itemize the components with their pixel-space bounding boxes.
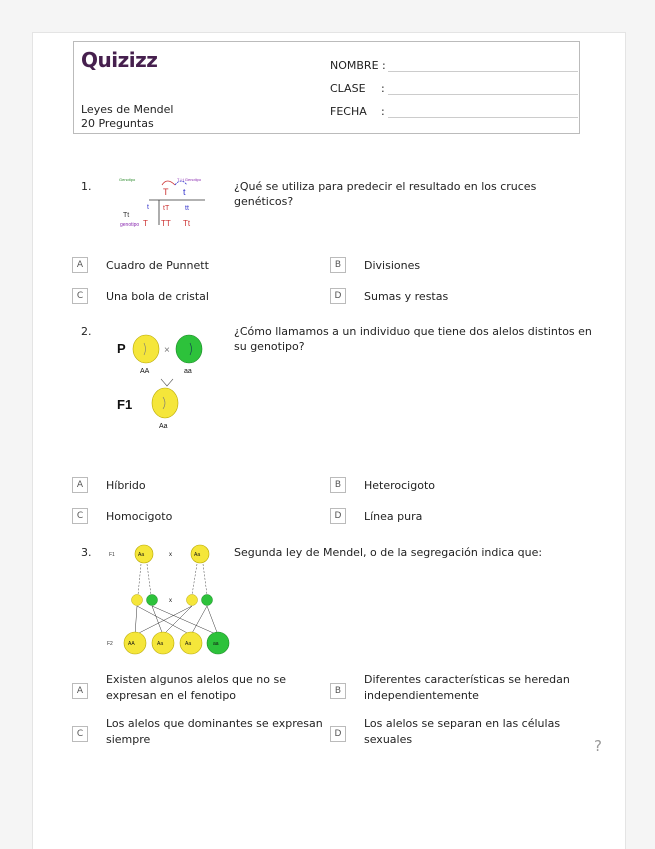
question-count: 20 Preguntas	[81, 117, 154, 130]
question-3-text: Segunda ley de Mendel, o de la segregación indica que:	[234, 546, 543, 559]
recessive-genotype-label: aa	[184, 368, 192, 375]
svg-text:tT: tT	[163, 205, 170, 212]
q2-option-c-letter[interactable]: C	[72, 508, 88, 524]
q2-option-c[interactable]: Homocigoto	[106, 510, 173, 523]
punnett-square-figure	[117, 173, 222, 233]
dominant-genotype-label: AA	[140, 368, 150, 375]
f1-left-label: Aa	[138, 552, 145, 558]
question-1-text: ¿Qué se utiliza para predecir el resultado en los cruces genéticos?	[234, 180, 537, 208]
question-3-number: 3.	[81, 546, 92, 559]
q1-option-d[interactable]: Sumas y restas	[364, 290, 449, 303]
svg-text:T: T	[163, 187, 169, 197]
q3-option-c-line1[interactable]: Los alelos que dominantes se expresan	[106, 717, 323, 730]
q3-option-a-letter[interactable]: A	[72, 683, 88, 699]
svg-text:t: t	[183, 187, 186, 197]
q1-option-a[interactable]: Cuadro de Punnett	[106, 259, 209, 272]
q1-option-a-letter[interactable]: A	[72, 257, 88, 273]
svg-text:genotipo: genotipo	[120, 222, 140, 228]
worksheet-page	[32, 32, 626, 849]
class-line[interactable]	[388, 94, 578, 95]
p-generation-label: P	[117, 341, 126, 356]
q1-option-c[interactable]: Una bola de cristal	[106, 290, 209, 303]
q2-option-d[interactable]: Línea pura	[364, 510, 423, 523]
q3-option-d-letter[interactable]: D	[330, 726, 346, 742]
q3-option-a-line2[interactable]: expresan en el fenotipo	[106, 689, 237, 702]
quizizz-logo: Quizizz	[81, 48, 158, 72]
monohybrid-cross-figure	[113, 329, 223, 437]
f2-row-label: F2	[107, 641, 113, 647]
svg-text:TT: TT	[161, 219, 171, 228]
q3-option-d-line1[interactable]: Los alelos se separan en las células	[364, 717, 561, 730]
q3-option-c-line2[interactable]: siempre	[106, 733, 151, 746]
date-line[interactable]	[388, 117, 578, 118]
f2-fourth-label: aa	[213, 641, 219, 647]
f2-third-label: Aa	[185, 641, 192, 647]
svg-text:T: T	[143, 219, 148, 228]
svg-text:T | t Genotipo: T | t Genotipo	[177, 177, 202, 182]
q2-option-a[interactable]: Híbrido	[106, 479, 146, 492]
svg-text:t: t	[147, 204, 149, 211]
f1-cross-symbol: x	[169, 552, 172, 558]
name-line[interactable]	[388, 71, 578, 72]
worksheet-header	[73, 41, 580, 134]
name-label: NOMBRE :	[330, 59, 386, 72]
f1-row-label: F1	[109, 552, 115, 558]
help-icon[interactable]: ?	[594, 737, 602, 755]
f2-second-label: Aa	[157, 641, 164, 647]
q2-option-a-letter[interactable]: A	[72, 477, 88, 493]
f1-right-label: Aa	[194, 552, 201, 558]
f1-generation-label: F1	[117, 397, 133, 412]
question-2-number: 2.	[81, 325, 92, 338]
svg-text:Tt: Tt	[123, 212, 130, 219]
question-2-text-line1: ¿Cómo llamamos a un individuo que tiene dos alelos distintos en	[234, 325, 592, 338]
q3-option-d-line2[interactable]: sexuales	[364, 733, 413, 746]
q2-option-b-letter[interactable]: B	[330, 477, 346, 493]
segregation-figure	[103, 539, 233, 661]
date-label: FECHA	[330, 105, 367, 118]
q3-option-b-line1[interactable]: Diferentes características se heredan	[364, 673, 570, 686]
q1-option-b-letter[interactable]: B	[330, 257, 346, 273]
heterozygous-label: Aa	[159, 423, 168, 430]
date-colon: :	[381, 105, 385, 118]
class-label: CLASE	[330, 82, 366, 95]
q3-option-b-letter[interactable]: B	[330, 683, 346, 699]
q1-option-c-letter[interactable]: C	[72, 288, 88, 304]
q3-option-b-line2[interactable]: independientemente	[364, 689, 479, 702]
svg-text:Genotipo: Genotipo	[119, 177, 136, 182]
q3-option-a-line1[interactable]: Existen algunos alelos que no se	[106, 673, 286, 686]
cross-symbol: ×	[164, 345, 170, 356]
q1-option-d-letter[interactable]: D	[330, 288, 346, 304]
question-2-text-line2: su genotipo?	[234, 340, 305, 353]
gamete-cross-symbol: x	[169, 598, 172, 604]
class-colon: :	[381, 82, 385, 95]
quiz-title: Leyes de Mendel	[81, 103, 174, 116]
q3-option-c-letter[interactable]: C	[72, 726, 88, 742]
q1-option-b[interactable]: Divisiones	[364, 259, 421, 272]
q2-option-b[interactable]: Heterocigoto	[364, 479, 435, 492]
svg-text:AA: AA	[128, 641, 135, 647]
q2-option-d-letter[interactable]: D	[330, 508, 346, 524]
question-1-number: 1.	[81, 180, 92, 193]
svg-text:Tt: Tt	[183, 219, 191, 228]
svg-text:tt: tt	[185, 205, 189, 212]
